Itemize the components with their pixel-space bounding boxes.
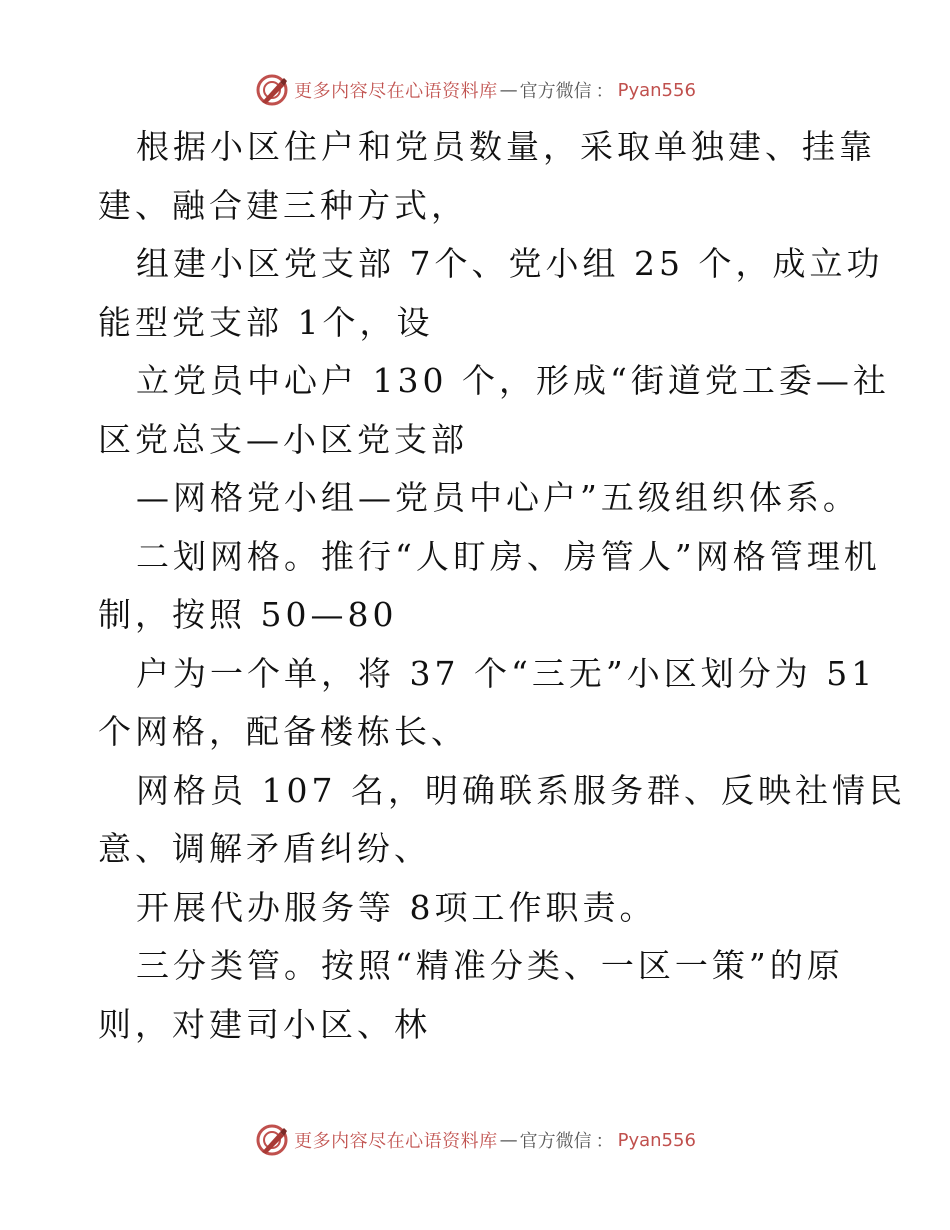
text-line: 开展代办服务等 8项工作职责。: [136, 887, 657, 927]
text-line: 立党员中心户 130 个，形成“街道党工委—社: [136, 361, 890, 400]
promo-text: 更多内容尽在心语资料库: [294, 1131, 498, 1152]
banner-separator: ：: [595, 81, 614, 102]
wechat-label: 官方微信: [519, 1131, 592, 1152]
document-body: [0, 118, 950, 1054]
text-line: 建、融合建三种方式，: [98, 185, 468, 225]
text-line: 户为一个单，将 37 个“三无”小区划分为 51: [136, 653, 877, 693]
text-line: 个网格，配备楼栋长、: [98, 712, 468, 751]
promo-text: 更多内容尽在心语资料库: [294, 81, 498, 102]
wechat-id: Pyan556: [617, 1129, 696, 1151]
text-line: 制，按照 50—80: [98, 595, 398, 634]
text-line: 区党总支—小区党支部: [98, 419, 468, 459]
banner-dash: —: [499, 1129, 518, 1151]
text-line: 二划网格。推行“人盯房、房管人”网格管理机: [136, 536, 881, 576]
footer-banner: [0, 1120, 950, 1160]
text-line: 三分类管。按照“精准分类、一区一策”的原: [136, 946, 844, 985]
banner-dash: —: [499, 79, 518, 101]
text-line: —网格党小组—党员中心户”五级组织体系。: [136, 478, 860, 517]
pen-logo-icon: [254, 72, 290, 108]
text-line: 意、调解矛盾纠纷、: [98, 829, 431, 868]
text-line: 组建小区党支部 7个、党小组 25 个，成立功: [136, 244, 884, 283]
wechat-label: 官方微信: [519, 81, 592, 102]
header-banner: [0, 70, 950, 110]
wechat-id: Pyan556: [617, 79, 696, 101]
pen-logo-icon: [254, 1122, 290, 1158]
text-line: 能型党支部 1个，设: [98, 302, 434, 342]
text-line: 则，对建司小区、林: [98, 1004, 431, 1044]
text-line: 根据小区住户和党员数量，采取单独建、挂靠: [136, 127, 876, 166]
text-line: 网格员 107 名，明确联系服务群、反映社情民: [136, 770, 906, 810]
banner-separator: ：: [595, 1131, 614, 1152]
